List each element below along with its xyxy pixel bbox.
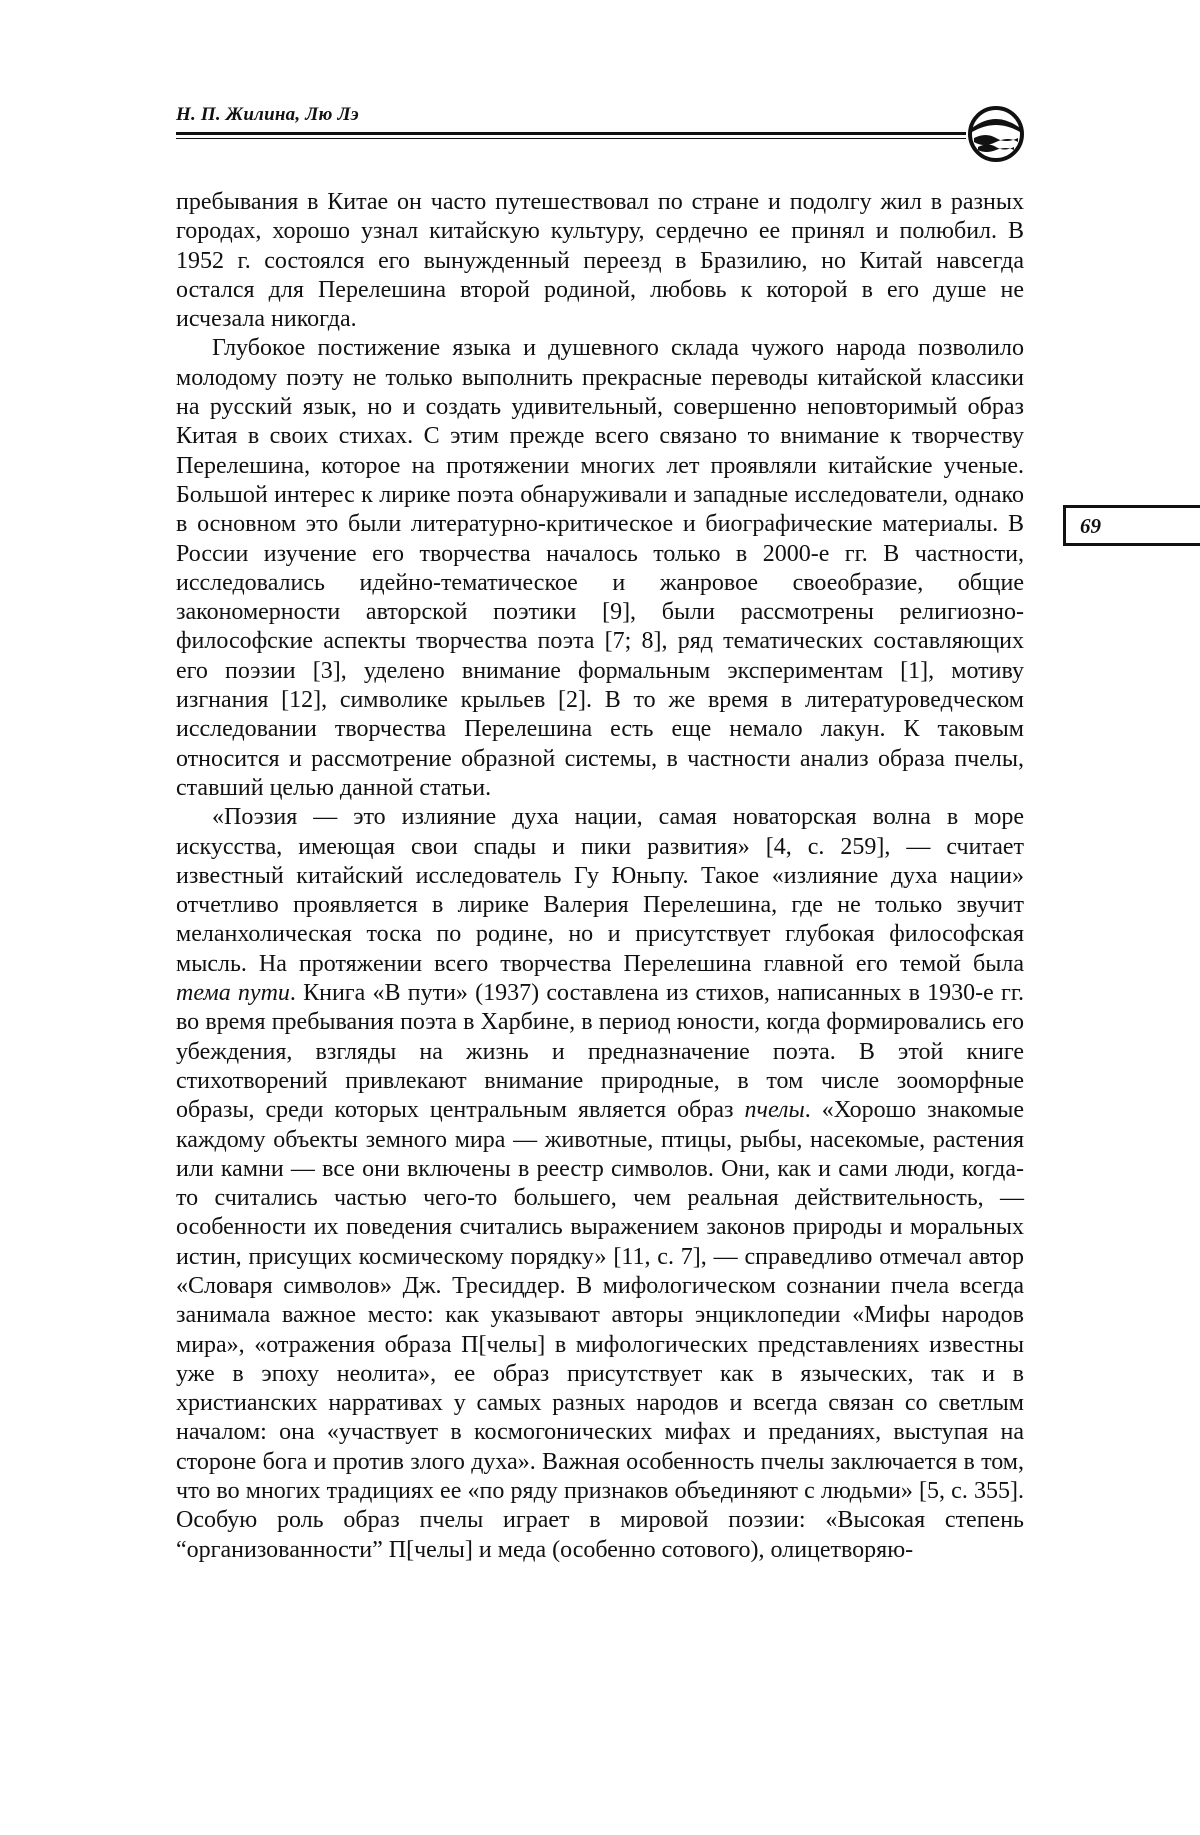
text-run: пребывания в Китае он часто путешествовал по стране и подолгу жил в разных городах, хорошо узнал китайскую культуру, сердечно ее принял и полюбил. В 1952 г. состоялся его вынужденный переезд в Бразилию, но Китай навсегда остался для Перелешина второй родиной, любовь к которой в его душе не исчезала никогда. xyxy=(176,189,1024,333)
italic-term: пчелы xyxy=(744,1097,805,1124)
text-run: Глубокое постижение языка и душевного склада чужого народа позволило молодому поэту не только выполнить прекрасные переводы китайской классики на русский язык, но и создать удивительный, совершенно неповторимый образ Китая в своих стихах. С этим прежде всего связано то внимание к творчеству Перелешина, которое на протяжении многих лет проявляли китайские ученые. Большой интерес к лирике поэта обнаруживали и западные исследователи, однако в основном это были литературно-критическое и биографические материалы. В России изучение его творчества началось только в 2000-е гг. В частности, исследовались идейно-тематическое и жанровое своеобразие, общие закономерности авторской поэтики [9], были рассмотрены религиозно-философские аспекты творчества поэта [7; 8], ряд тематических составляющих его поэзии [3], уделено внимание формальным экспериментам [1], мотиву изгнания [12], символике крыльев [2]. В то же время в литературоведческом исследовании творчества Перелешина есть еще немало лакун. К таковым относится и рассмотрение образной системы, в частности анализ образа пчелы, ставший целью данной статьи. xyxy=(176,335,1024,801)
text-run: . «Хорошо знакомые каждому объекты земного мира — животные, птицы, рыбы, насекомые, растения или камни — все они включены в реестр символов. Они, как и сами люди, когда-то считались частью чего-то большего, чем реальная действительность, — особенности их поведения считались выражением законов природы и моральных истин, присущих космическому порядку» [11, с. 7], — справедливо отмечал автор «Словаря символов» Дж. Тресиддер. В мифологическом сознании пчела всегда занимала важное место: как указывают авторы энциклопедии «Мифы народов мира», «отражения образа П[челы] в мифологических представлениях известны уже в эпоху неолита», ее образ присутствует как в языческих, так и в христианских нарративах у самых разных народов и всегда связан со светлым началом: она «участвует в космогонических мифах и преданиях, выступая на стороне бога и против злого духа». Важная особенность пчелы заключается в том, что во многих традициях ее «по ряду признаков объединяют с людьми» [5, с. 355]. Особую роль образ пчелы играет в мировой поэзии: «Высокая степень “организованности” П[челы] и меда (особенно сотового), олицетворяю- xyxy=(176,1097,1024,1563)
page-number: 69 xyxy=(1080,514,1101,538)
paragraph xyxy=(176,334,1024,803)
running-header-authors: Н. П. Жилина, Лю Лэ xyxy=(176,104,359,125)
header-rule-thin xyxy=(176,138,966,139)
article-body xyxy=(176,188,1024,1565)
paragraph xyxy=(176,803,1024,1565)
text-run: . Книга «В пути» (1937) составлена из стихов, написанных в 1930-е гг. во время пребывания поэта в Харбине, в период юности, когда формировались его убеждения, взгляды на жизнь и предназначение поэта. В этой книге стихотворений привлекают внимание природные, в том числе зооморфные образы, среди которых центральным является образ xyxy=(176,980,1025,1124)
header-rule xyxy=(176,132,966,135)
running-header xyxy=(176,104,1024,164)
paragraph xyxy=(176,188,1024,334)
page-number-tab xyxy=(1063,505,1200,546)
text-run: «Поэзия — это излияние духа нации, самая новаторская волна в море искусства, имеющая свои спады и пики развития» [4, с. 259], — считает известный китайский исследователь Гу Юньпу. Такое «излияние духа нации» отчетливо проявляется в лирике Валерия Перелешина, где не только звучит меланхолическая тоска по родине, но и присутствует глубокая философская мысль. На протяжении всего творчества Перелешина главной его темой была xyxy=(176,804,1024,977)
journal-logo-icon xyxy=(966,104,1026,164)
italic-term: тема пути xyxy=(176,980,290,1007)
